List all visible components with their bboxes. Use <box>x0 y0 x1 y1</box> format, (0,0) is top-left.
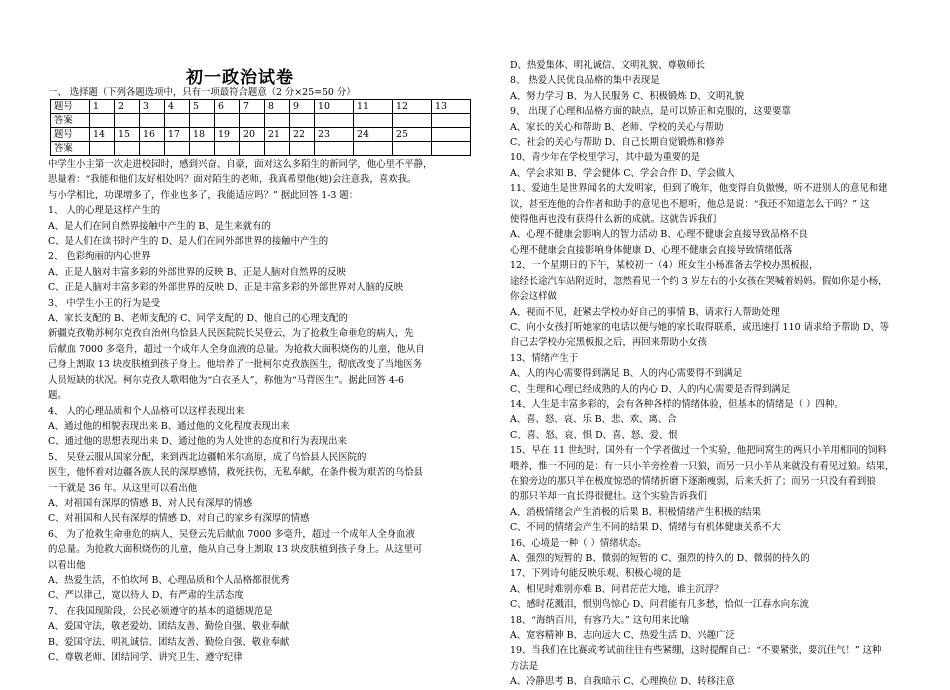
text-line: A、爱国守法，敬老爱幼、团结友善、勤俭自强、敬业奉献 <box>48 621 290 633</box>
text-line: 4、 人的心理品质和个人品格可以这样表现出来 <box>48 405 245 417</box>
answer-cell[interactable] <box>354 142 393 156</box>
text-line: 3、 中学生小王的行为是受 <box>48 297 161 309</box>
text-line: 5、 吴登云服从国家分配，来到西北边疆帕米尔高原，成了乌恰县人民医院的 <box>48 451 367 463</box>
text-line: A、视而不见，赶紧去学校办好自己的事情 B、请求行人帮助处理 <box>510 306 780 318</box>
answer-cell[interactable] <box>432 142 471 156</box>
text-line: 的那只羊却一直长得很健壮。这个实验告诉我们 <box>510 491 707 503</box>
text-line: A、学会求知 B、学会健体 C、学会合作 D、学会做人 <box>510 167 735 179</box>
page-title: 初一政治试卷 <box>186 68 294 88</box>
text-line: 心理不健康会直接影响身体健康 D、心理不健康会直接导致情绪低落 <box>510 244 793 256</box>
row-label: 答案 <box>51 142 90 156</box>
row-label: 题号 <box>51 128 90 142</box>
text-line: 8、 热爱人民优良品格的集中表现是 <box>510 75 660 87</box>
text-line: 9、 出现了心理和品格方面的缺点，是可以矫正和克服的，这要要靠 <box>510 106 791 118</box>
text-line: 中学生小主第一次走进校园时，感到兴奋、自豪，面对这么多陌生的新同学，他心里不平静， <box>48 159 433 170</box>
text-line: 在狼旁边的那只羊在极度惊恐的情绪折磨下逐渐瘦弱，后来夭折了；而另一只没有看到狼 <box>510 475 876 487</box>
text-line: C、尊敬老师、团结同学、讲究卫生、遵守纪律 <box>48 652 243 663</box>
text-line: 喂养，惟一不同的是：有一只小羊旁拴着一只狼，而另一只小羊从来就没有看见过狼。结果， <box>510 460 895 472</box>
question-number: 2 <box>115 100 140 114</box>
text-line: 18、“海纳百川，有容乃大。” 这句用来比喻 <box>510 614 690 626</box>
answer-cell[interactable] <box>265 114 290 128</box>
question-number: 23 <box>315 128 354 142</box>
text-line: A、宽容精神 B、志向远大 C、热爱生活 D、兴趣广泛 <box>510 630 735 642</box>
text-line: 11、爱迪生是世界闻名的大发明家，但到了晚年，他变得自负傲慢，听不进别人的意见和建 <box>510 183 888 195</box>
question-number: 14 <box>90 128 115 142</box>
question-number: 18 <box>190 128 215 142</box>
text-line: 6、 为了抢救生命垂危的病人，吴登云先后献血 7000 多毫升，超过一个成年人全身血液 <box>48 528 415 540</box>
question-number: 10 <box>315 100 354 114</box>
question-number: 20 <box>240 128 265 142</box>
text-line: 17、下列诗句能反映乐观、积极心境的是 <box>510 568 682 580</box>
answer-cell[interactable] <box>90 142 115 156</box>
answer-cell[interactable] <box>215 142 240 156</box>
text-line: C、不同的情绪会产生不同的结果 D、情绪与有机体健康关系不大 <box>510 522 781 534</box>
row-label: 答案 <box>51 114 90 128</box>
answer-cell[interactable] <box>165 142 190 156</box>
text-line: A、家长的关心和帮助 B、老师、学校的关心与帮助 <box>510 121 724 133</box>
answer-cell[interactable] <box>115 114 140 128</box>
text-line: 的总量。为抢救大面积烧伤的儿童，他从自己身上割取 13 块皮肤植到孩子身上。从这里可 <box>48 544 423 556</box>
question-number: 15 <box>115 128 140 142</box>
text-line: A、家长支配的 B、老师支配的 C、同学支配的 D、他自己的心理支配的 <box>48 313 348 325</box>
text-line: 10、青少年在学校里学习，其中最为重要的是 <box>510 152 701 164</box>
question-number: 17 <box>165 128 190 142</box>
text-line: D、热爱集体、明礼诚信、文明礼貌、尊敬师长 <box>510 60 706 71</box>
text-line: A、心理不健康会影响人的智力活动 B、心理不健康会直接导致品格不良 <box>510 229 808 241</box>
text-line: 1、 人的心理是这样产生的 <box>48 205 161 217</box>
text-line: C、正是人脑对丰富多彩的外部世界的反映 D、正是丰富多彩的外部世界对人脑的反映 <box>48 282 404 294</box>
question-number: 22 <box>290 128 315 142</box>
text-line: C、向小女孩打听她家的电话以便与她的家长取得联系，或迅速打 110 请求给予帮助 D、等 <box>510 321 890 333</box>
text-line: A、努力学习 B、为人民服务 C、积极锻炼 D、文明礼貌 <box>510 90 745 102</box>
answer-table-number-row-1 <box>51 100 471 114</box>
question-number: 5 <box>190 100 215 114</box>
text-line: 自己去学校办完黑板报之后，再回来帮助小女孩 <box>510 337 707 349</box>
text-line: A、是人们在同自然界接触中产生的 B、是生来就有的 <box>48 220 271 232</box>
question-number: 16 <box>140 128 165 142</box>
text-line: A、热爱生活，不怕坎坷 B、心理品质和个人品格都很优秀 <box>48 574 290 586</box>
answer-cell[interactable] <box>240 142 265 156</box>
question-number: 9 <box>290 100 315 114</box>
text-line: A、人的内心需要得到满足 B、人的内心需要得不到满足 <box>510 368 743 380</box>
text-line: 以看出他 <box>48 559 86 571</box>
text-line: 2、 色彩绚丽的内心世界 <box>48 251 151 263</box>
text-line: C、喜、怒、哀、惧 D、喜、怒、爱、恨 <box>510 429 678 441</box>
answer-cell[interactable] <box>240 114 265 128</box>
question-number: 13 <box>432 100 471 114</box>
text-line: C、严以律己，宽以待人 D、有严肃的生活态度 <box>48 590 244 602</box>
question-number: 11 <box>354 100 393 114</box>
row-label: 题号 <box>51 100 90 114</box>
text-line: C、对祖国和人民有深厚的情感 D、对自己的家乡有深厚的情感 <box>48 513 310 525</box>
answer-cell[interactable] <box>140 114 165 128</box>
text-line: 己身上割取 13 块皮肤植到孩子身上。他培养了一批柯尔克孜族医生，彻底改变了当地医务 <box>48 359 423 371</box>
question-number: 3 <box>140 100 165 114</box>
text-line: A、通过他的相貌表现出来 B、通过他的文化程度表现出来 <box>48 420 290 432</box>
answer-table <box>50 99 471 156</box>
answer-cell[interactable] <box>215 114 240 128</box>
question-number: 12 <box>393 100 432 114</box>
answer-cell[interactable] <box>265 142 290 156</box>
answer-cell[interactable] <box>393 114 432 128</box>
text-line: 16、心境是一种（ ）情绪状态。 <box>510 537 647 549</box>
answer-cell[interactable] <box>290 142 315 156</box>
text-line: 一干就是 36 年。从这里可以看出他 <box>48 482 198 494</box>
answer-cell[interactable] <box>315 142 354 156</box>
text-line: 人员短缺的状况。柯尔克孜人歌唱他为“白衣圣人”，称他为“马背医生”。据此回答 4-6 <box>48 374 405 386</box>
answer-cell[interactable] <box>165 114 190 128</box>
text-line: 与小学相比，功课增多了，作业也多了，我能适应吗？” 据此回答 1-3 题： <box>48 189 359 201</box>
question-number: 4 <box>165 100 190 114</box>
section-heading: 一、 选择题（下列各题选项中，只有一项最符合题意（2 分×25=50 分） <box>48 87 356 98</box>
left-column-questions <box>48 157 448 665</box>
text-line: 后献血 7000 多毫升，超过一个成年人全身血液的总量。为抢救大面积烧伤的儿童，他从自 <box>48 343 425 355</box>
question-number: 19 <box>215 128 240 142</box>
text-line: 7、 在我国现阶段，公民必须遵守的基本的道德规范是 <box>48 605 273 617</box>
text-line: 医生，他怀着对边疆各族人民的深厚感情，救死扶伤，无私奉献，在条件极为艰苦的乌恰县 <box>48 467 424 479</box>
question-number: 21 <box>265 128 290 142</box>
answer-table-answer-row-1 <box>51 114 471 128</box>
text-line: B、爱国守法、明礼诚信、团结友善、勤俭自强、敬业奉献 <box>48 636 290 648</box>
text-line: C、通过他的思想表现出来 D、通过他的为人处世的态度和行为表现出来 <box>48 436 347 448</box>
text-line: A、强烈的短暂的 B、微弱的短暂的 C、强烈的持久的 D、微弱的持久的 <box>510 553 810 564</box>
answer-cell[interactable] <box>393 142 432 156</box>
question-number: 7 <box>240 100 265 114</box>
answer-cell[interactable] <box>190 114 215 128</box>
text-line: A、对祖国有深厚的情感 B、对人民有深厚的情感 <box>48 497 253 509</box>
question-number: 8 <box>265 100 290 114</box>
answer-cell[interactable] <box>90 114 115 128</box>
answer-cell[interactable] <box>315 114 354 128</box>
text-line: C、社会的关心与帮助 D、自己长期自觉锻炼和修养 <box>510 137 725 149</box>
answer-cell[interactable] <box>140 142 165 156</box>
question-number: 1 <box>90 100 115 114</box>
text-line: A、冷静思考 B、自我暗示 C、心理换位 D、转移注意 <box>510 676 735 688</box>
answer-cell[interactable] <box>354 114 393 128</box>
answer-cell[interactable] <box>432 114 471 128</box>
text-line: 19、当我们在比赛或考试前往往有些紧绷，这时提醒自己：“不要紧张，要沉住气！” 这种 <box>510 645 882 657</box>
text-line: 新疆克孜勒苏柯尔克孜自治州乌恰县人民医院院长吴登云，为了抢救生命垂危的病人，先 <box>48 328 414 340</box>
text-line: 方法是 <box>510 660 539 672</box>
question-number <box>432 128 471 142</box>
text-line: 12、一个星期日的下午，某校初一（4）班女生小杨准备去学校办黑板报， <box>510 260 819 272</box>
answer-cell[interactable] <box>115 142 140 156</box>
question-number: 6 <box>215 100 240 114</box>
question-number: 25 <box>393 128 432 142</box>
text-line: 你会这样做 <box>510 291 557 303</box>
text-line: A、消极情绪会产生消极的后果 B、积极情绪产生积极的结果 <box>510 506 762 518</box>
text-line: C、是人们在读书时产生的 D、是人们在同外部世界的接触中产生的 <box>48 236 329 248</box>
answer-table-number-row-2 <box>51 128 471 142</box>
text-line: 15、早在 11 世纪时，国外有一个学者做过一个实验，他把同窝生的两只小羊用相同的饲料 <box>510 445 887 457</box>
question-number: 24 <box>354 128 393 142</box>
text-line: 思量着：“我能和他们友好相处吗？面对陌生的老师，我真希望他(她)会注意我，喜欢我。 <box>48 174 417 186</box>
text-line: 13、情绪产生于 <box>510 352 579 364</box>
text-line: C、感时花溅泪，恨别鸟惊心 D、问君能有几多愁，恰似一江春水向东流 <box>510 599 809 611</box>
text-line: 题。 <box>48 390 67 402</box>
text-line: C、生理和心理已经成熟的人的内心 D、人的内心需要是否得到满足 <box>510 383 791 395</box>
text-line: A、喜、怒、哀、乐 B、悲、欢、离、合 <box>510 414 677 426</box>
answer-cell[interactable] <box>290 114 315 128</box>
text-line: 14、人生是丰富多彩的，会有各种各样的情绪体验，但基本的情绪是（ ）四种。 <box>510 398 844 410</box>
text-line: 途经长途汽车站附近时，忽然看见一个约 3 岁左右的小女孩在哭喊着妈妈。假如你是小杨， <box>510 275 888 287</box>
answer-cell[interactable] <box>190 142 215 156</box>
right-column-questions <box>510 58 920 690</box>
text-line: A、正是人脑对丰富多彩的外部世界的反映 B、正是人脑对自然界的反映 <box>48 266 346 278</box>
text-line: 议，甚至连他的合作者和助手的意见也不愿听，他总是说：“我还不知道怎么干吗？” 这 <box>510 198 870 210</box>
text-line: A、相见时难别亦难 B、问君茫茫大地，谁主沉浮？ <box>510 583 724 595</box>
text-line: 使得他再也没有获得什么新的成就。这就告诉我们 <box>510 214 717 226</box>
answer-table-answer-row-2 <box>51 142 471 156</box>
